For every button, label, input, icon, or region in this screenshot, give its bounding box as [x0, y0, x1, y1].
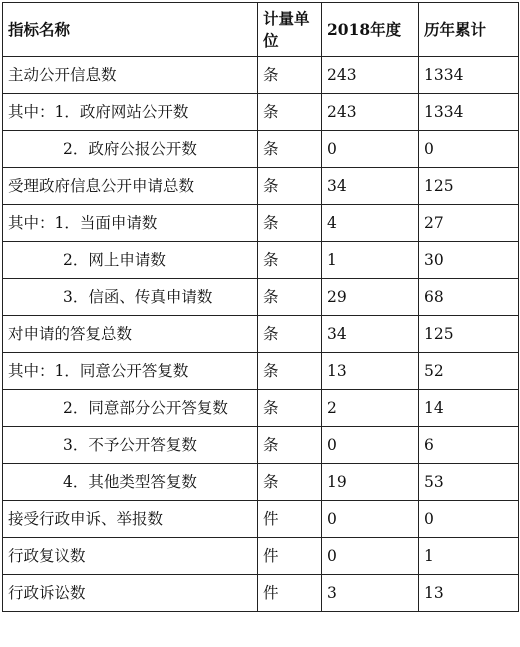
row-name: 2．网上申请数 — [63, 251, 166, 269]
row-unit: 条 — [258, 168, 322, 205]
table-row — [3, 316, 519, 353]
row-unit: 条 — [258, 205, 322, 242]
row-2018-value: 19 — [322, 464, 419, 501]
row-unit: 条 — [258, 131, 322, 168]
table-row — [3, 168, 519, 205]
row-unit: 件 — [258, 538, 322, 575]
table-row — [3, 131, 519, 168]
table-row — [3, 390, 519, 427]
row-2018-value: 0 — [322, 131, 419, 168]
row-2018-value: 0 — [322, 501, 419, 538]
row-2018-value: 3 — [322, 575, 419, 612]
row-name: 2．政府公报公开数 — [63, 140, 197, 158]
row-cumulative-value: 68 — [419, 279, 519, 316]
table-row — [3, 575, 519, 612]
header-unit: 计量单位 — [258, 3, 322, 57]
row-cumulative-value: 0 — [419, 501, 519, 538]
row-cumulative-value: 14 — [419, 390, 519, 427]
table-header-row — [3, 3, 519, 57]
row-name: 其中：1．政府网站公开数 — [3, 94, 258, 131]
row-unit: 件 — [258, 501, 322, 538]
row-name: 接受行政申诉、举报数 — [3, 501, 258, 538]
row-name: 对申请的答复总数 — [3, 316, 258, 353]
row-2018-value: 2 — [322, 390, 419, 427]
row-2018-value: 13 — [322, 353, 419, 390]
row-cumulative-value: 1334 — [419, 94, 519, 131]
row-unit: 件 — [258, 575, 322, 612]
row-cumulative-value: 13 — [419, 575, 519, 612]
row-name: 3．不予公开答复数 — [63, 436, 197, 454]
row-2018-value: 34 — [322, 168, 419, 205]
row-name: 行政复议数 — [3, 538, 258, 575]
row-unit: 条 — [258, 316, 322, 353]
row-cumulative-value: 1 — [419, 538, 519, 575]
row-name: 受理政府信息公开申请总数 — [3, 168, 258, 205]
row-unit: 条 — [258, 390, 322, 427]
table-row — [3, 279, 519, 316]
row-2018-value: 34 — [322, 316, 419, 353]
row-unit: 条 — [258, 353, 322, 390]
header-2018: 2018年度 — [322, 3, 419, 57]
row-2018-value: 4 — [322, 205, 419, 242]
row-cumulative-value: 27 — [419, 205, 519, 242]
row-cumulative-value: 30 — [419, 242, 519, 279]
table-row — [3, 57, 519, 94]
row-name: 4．其他类型答复数 — [63, 473, 197, 491]
row-2018-value: 243 — [322, 94, 419, 131]
table-row — [3, 94, 519, 131]
row-2018-value: 0 — [322, 427, 419, 464]
row-name: 主动公开信息数 — [3, 57, 258, 94]
table-row — [3, 242, 519, 279]
row-name: 行政诉讼数 — [3, 575, 258, 612]
row-unit: 条 — [258, 464, 322, 501]
header-indicator-name: 指标名称 — [3, 3, 258, 57]
row-2018-value: 0 — [322, 538, 419, 575]
row-cumulative-value: 0 — [419, 131, 519, 168]
row-2018-value: 243 — [322, 57, 419, 94]
row-unit: 条 — [258, 94, 322, 131]
row-cumulative-value: 125 — [419, 168, 519, 205]
row-2018-value: 1 — [322, 242, 419, 279]
table-row — [3, 353, 519, 390]
row-cumulative-value: 6 — [419, 427, 519, 464]
row-unit: 条 — [258, 427, 322, 464]
row-name: 2．同意部分公开答复数 — [3, 390, 258, 427]
row-unit: 条 — [258, 242, 322, 279]
row-unit: 条 — [258, 279, 322, 316]
header-cumulative: 历年累计 — [419, 3, 519, 57]
row-cumulative-value: 52 — [419, 353, 519, 390]
row-unit: 条 — [258, 57, 322, 94]
row-name: 其中：1．当面申请数 — [3, 205, 258, 242]
table-row — [3, 464, 519, 501]
statistics-table — [2, 2, 519, 612]
row-cumulative-value: 125 — [419, 316, 519, 353]
table-row — [3, 501, 519, 538]
row-2018-value: 29 — [322, 279, 419, 316]
row-name: 其中：1．同意公开答复数 — [3, 353, 258, 390]
table-row — [3, 205, 519, 242]
row-cumulative-value: 53 — [419, 464, 519, 501]
row-cumulative-value: 1334 — [419, 57, 519, 94]
table-row — [3, 538, 519, 575]
row-name: 3．信函、传真申请数 — [63, 288, 213, 306]
table-row — [3, 427, 519, 464]
